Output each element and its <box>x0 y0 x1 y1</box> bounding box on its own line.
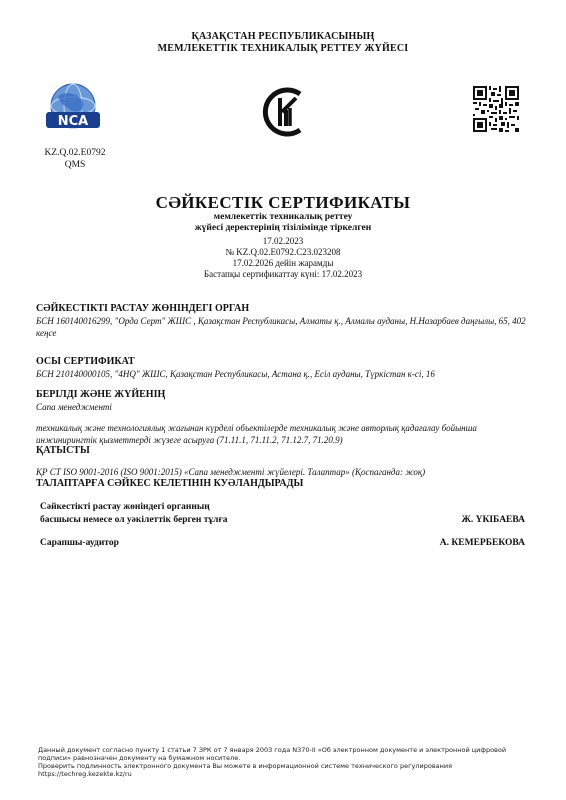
footer-line-1: Данный документ согласно пункту 1 статьи 7 ЗРК от 7 января 2003 года N370-II «Об электронном документе и электронной цифровой <box>38 746 507 754</box>
nca-logo <box>38 82 108 138</box>
subtitle-line-1: мемлекеттік техникалық реттеу <box>213 212 353 222</box>
auditor-label: Сарапшы-аудитор <box>40 538 119 548</box>
issued-text-2: техникалық және технологиялық жағынан күрделі объектілерде техникалық және авторлық қадағалау бойынша инжинирингтік қызметтерді жүзеге асыруға (71.11.1, 71.11.2, 71.12.7, 71.20.9) <box>36 423 477 445</box>
valid-until: 17.02.2026 дейін жарамды <box>232 258 334 268</box>
logo-code-2: QMS <box>64 160 86 170</box>
registration-date: 17.02.2023 <box>262 236 304 246</box>
confirm-title: ТАЛАПТАРҒА СӘЙКЕС КЕЛЕТІНІН КУӘЛАНДЫРАДЫ <box>36 478 304 489</box>
qr-code-icon <box>473 86 519 132</box>
certificate-title: СӘЙКЕСТІК СЕРТИФИКАТЫ <box>155 193 411 212</box>
organ-text: БСН 160140016299, "Орда Серт" ЖШС , Қазақстан Республикасы, Алматы қ., Алмалы ауданы, Н.Назарбаев даңғылы, 65, 402 кеңсе <box>36 316 526 338</box>
initial-certification-date: Бастапқы сертификаттау күні: 17.02.2023 <box>203 269 363 279</box>
logo-code-1: KZ.Q.02.E0792 <box>44 148 106 158</box>
subtitle-line-2: жүйесі деректерінің тізілімінде тіркелген <box>194 223 372 233</box>
footer-line-2: подписи» равнозначен документу на бумажном носителе. <box>38 754 241 762</box>
issued-title: БЕРІЛДІ ЖӘНЕ ЖҮЙЕНІҢ <box>36 389 166 400</box>
header-line-2: МЕМЛЕКЕТТІК ТЕХНИКАЛЫҚ РЕТТЕУ ЖҮЙЕСІ <box>157 43 409 54</box>
organ-title: СӘЙКЕСТІКТІ РАСТАУ ЖӨНІНДЕГІ ОРГАН <box>36 303 250 314</box>
footer-line-3: Проверить подлинность электронного документа Вы можете в информационной системе технического регулирования <box>38 762 453 770</box>
auditor-name: А. КЕМЕРБЕКОВА <box>439 538 525 548</box>
holder-title: ОСЫ СЕРТИФИКАТ <box>36 356 135 367</box>
certification-mark-icon <box>256 84 312 140</box>
header-line-1: ҚАЗАҚСТАН РЕСПУБЛИКАСЫНЫҢ <box>191 31 375 42</box>
head-name: Ж. ҮКІБАЕВА <box>461 515 525 525</box>
relation-title: ҚАТЫСТЫ <box>36 445 90 456</box>
nca-label: NCA <box>57 114 89 129</box>
relation-text: ҚР СТ ISO 9001-2016 (ISO 9001:2015) «Сапа менеджменті жүйелері. Талаптар» (Қоспаганда: жоқ) <box>36 467 426 477</box>
head-label-1: Сәйкестікті растау жөніндегі органның <box>40 502 210 512</box>
footer-link[interactable]: https://techreg.kezekte.kz/ru <box>38 770 132 778</box>
head-label-2: басшысы немесе ол уәкілеттік берген тұлға <box>40 515 228 525</box>
certificate-number: № KZ.Q.02.E0792.C23.023208 <box>225 247 341 257</box>
issued-text-1: Сапа менеджменті <box>36 402 112 412</box>
holder-text: БСН 210140000105, "4HQ" ЖШС, Қазақстан Республикасы, Астана қ., Есіл ауданы, Түркістан к-сі, 16 <box>36 369 435 379</box>
